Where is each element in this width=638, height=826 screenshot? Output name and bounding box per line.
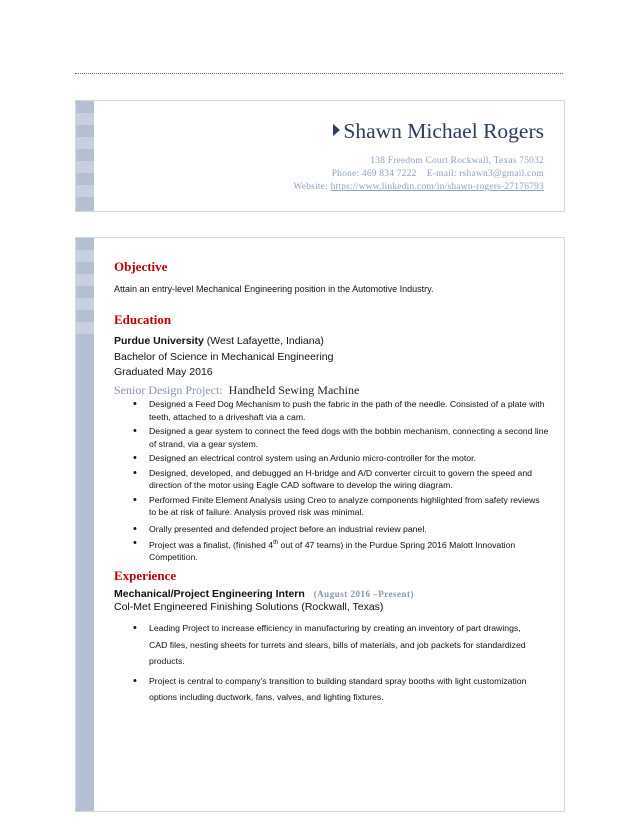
job-title-line — [114, 584, 414, 602]
company-name: Col-Met Engineered Finishing Solutions — [114, 601, 299, 613]
address: 138 Freedom Court Rockwall, Texas 75032 — [370, 156, 544, 166]
stripe-block — [76, 113, 94, 125]
objective-text: Attain an entry-level Mechanical Engineering position in the Automotive Industry. — [114, 284, 434, 294]
phone-email: Phone: 469 834 7222 E-mail: rshawn3@gmail.com — [331, 169, 544, 179]
company-location: (Rockwall, Texas) — [298, 601, 384, 613]
list-item: • Project is central to company’s transition to building standard spray booths with light customization options including ductwork, fans, valves, and lighting fixtures. — [114, 673, 534, 706]
senior-project — [114, 383, 359, 398]
project-label: Senior Design Project: — [114, 383, 223, 397]
experience-heading: Experience — [114, 568, 177, 583]
project-name: Handheld Sewing Machine — [228, 383, 360, 397]
list-item: • Designed, developed, and debugged an H-bridge and A/D converter circuit to govern the speed and direction of the motor using Eagle CAD software to develop the wiring diagram. — [114, 467, 549, 492]
stripe-block — [76, 250, 94, 262]
objective-heading: Objective — [114, 259, 168, 274]
list-item: • Performed Finite Element Analysis using Creo to analyze components highlighted from safety reviews to be at risk of failure. Analysis proved risk was minimal. — [114, 494, 549, 519]
list-item: • Project was a finalist, (finished 4th out of 47 teams) in the Purdue Spring 2016 Malott Innovation Competition. — [114, 537, 549, 564]
degree: Bachelor of Science in Mechanical Engineering — [114, 351, 334, 363]
header-box — [75, 100, 565, 212]
list-item: • Leading Project to increase efficiency in manufacturing by creating an inventory of part drawings, CAD files, nesting sheets for turrets and slears, bills of materials, and job packets for standardized products. — [114, 620, 534, 670]
website-line: Website: https://www.linkedin.com/in/shawn-rogers-27176793 — [293, 182, 544, 192]
school-location: (West Lafayette, Indiana) — [203, 335, 324, 347]
experience-bullets — [114, 620, 534, 706]
triangle-right-icon — [333, 124, 340, 136]
top-divider — [75, 73, 563, 74]
list-item: • Designed an electrical control system using an Ardunio micro-controller for the motor. — [114, 452, 549, 465]
education-heading: Education — [114, 312, 172, 327]
stripe-block — [76, 161, 94, 173]
website-link[interactable]: https://www.linkedin.com/in/shawn-rogers-27176793 — [330, 182, 544, 192]
list-item: • Designed a Feed Dog Mechanism to push the fabric in the path of the needle. Consisted of a plate with teeth, attached to a driveshaft via a cam. — [114, 398, 549, 423]
stripe-block — [76, 274, 94, 286]
stripe-block — [76, 298, 94, 310]
project-bullets — [114, 398, 549, 564]
stripe-block — [76, 322, 94, 334]
graduation-date: Graduated May 2016 — [114, 366, 213, 378]
school-line — [114, 335, 324, 347]
school-name: Purdue University — [114, 335, 204, 347]
applicant-name: Shawn Michael Rogers — [333, 119, 544, 144]
stripe-block — [76, 137, 94, 149]
stripe-block — [76, 185, 94, 197]
job-title: Mechanical/Project Engineering Intern — [114, 588, 305, 600]
company-line — [114, 601, 383, 613]
job-dates: (August 2016 –Present) — [313, 589, 415, 599]
list-item: • Designed a gear system to connect the feed dogs with the bobbin mechanism, connecting a second line of strand, via a gear system. — [114, 425, 549, 450]
list-item: • Orally presented and defended project before an industrial review panel. — [114, 523, 549, 536]
